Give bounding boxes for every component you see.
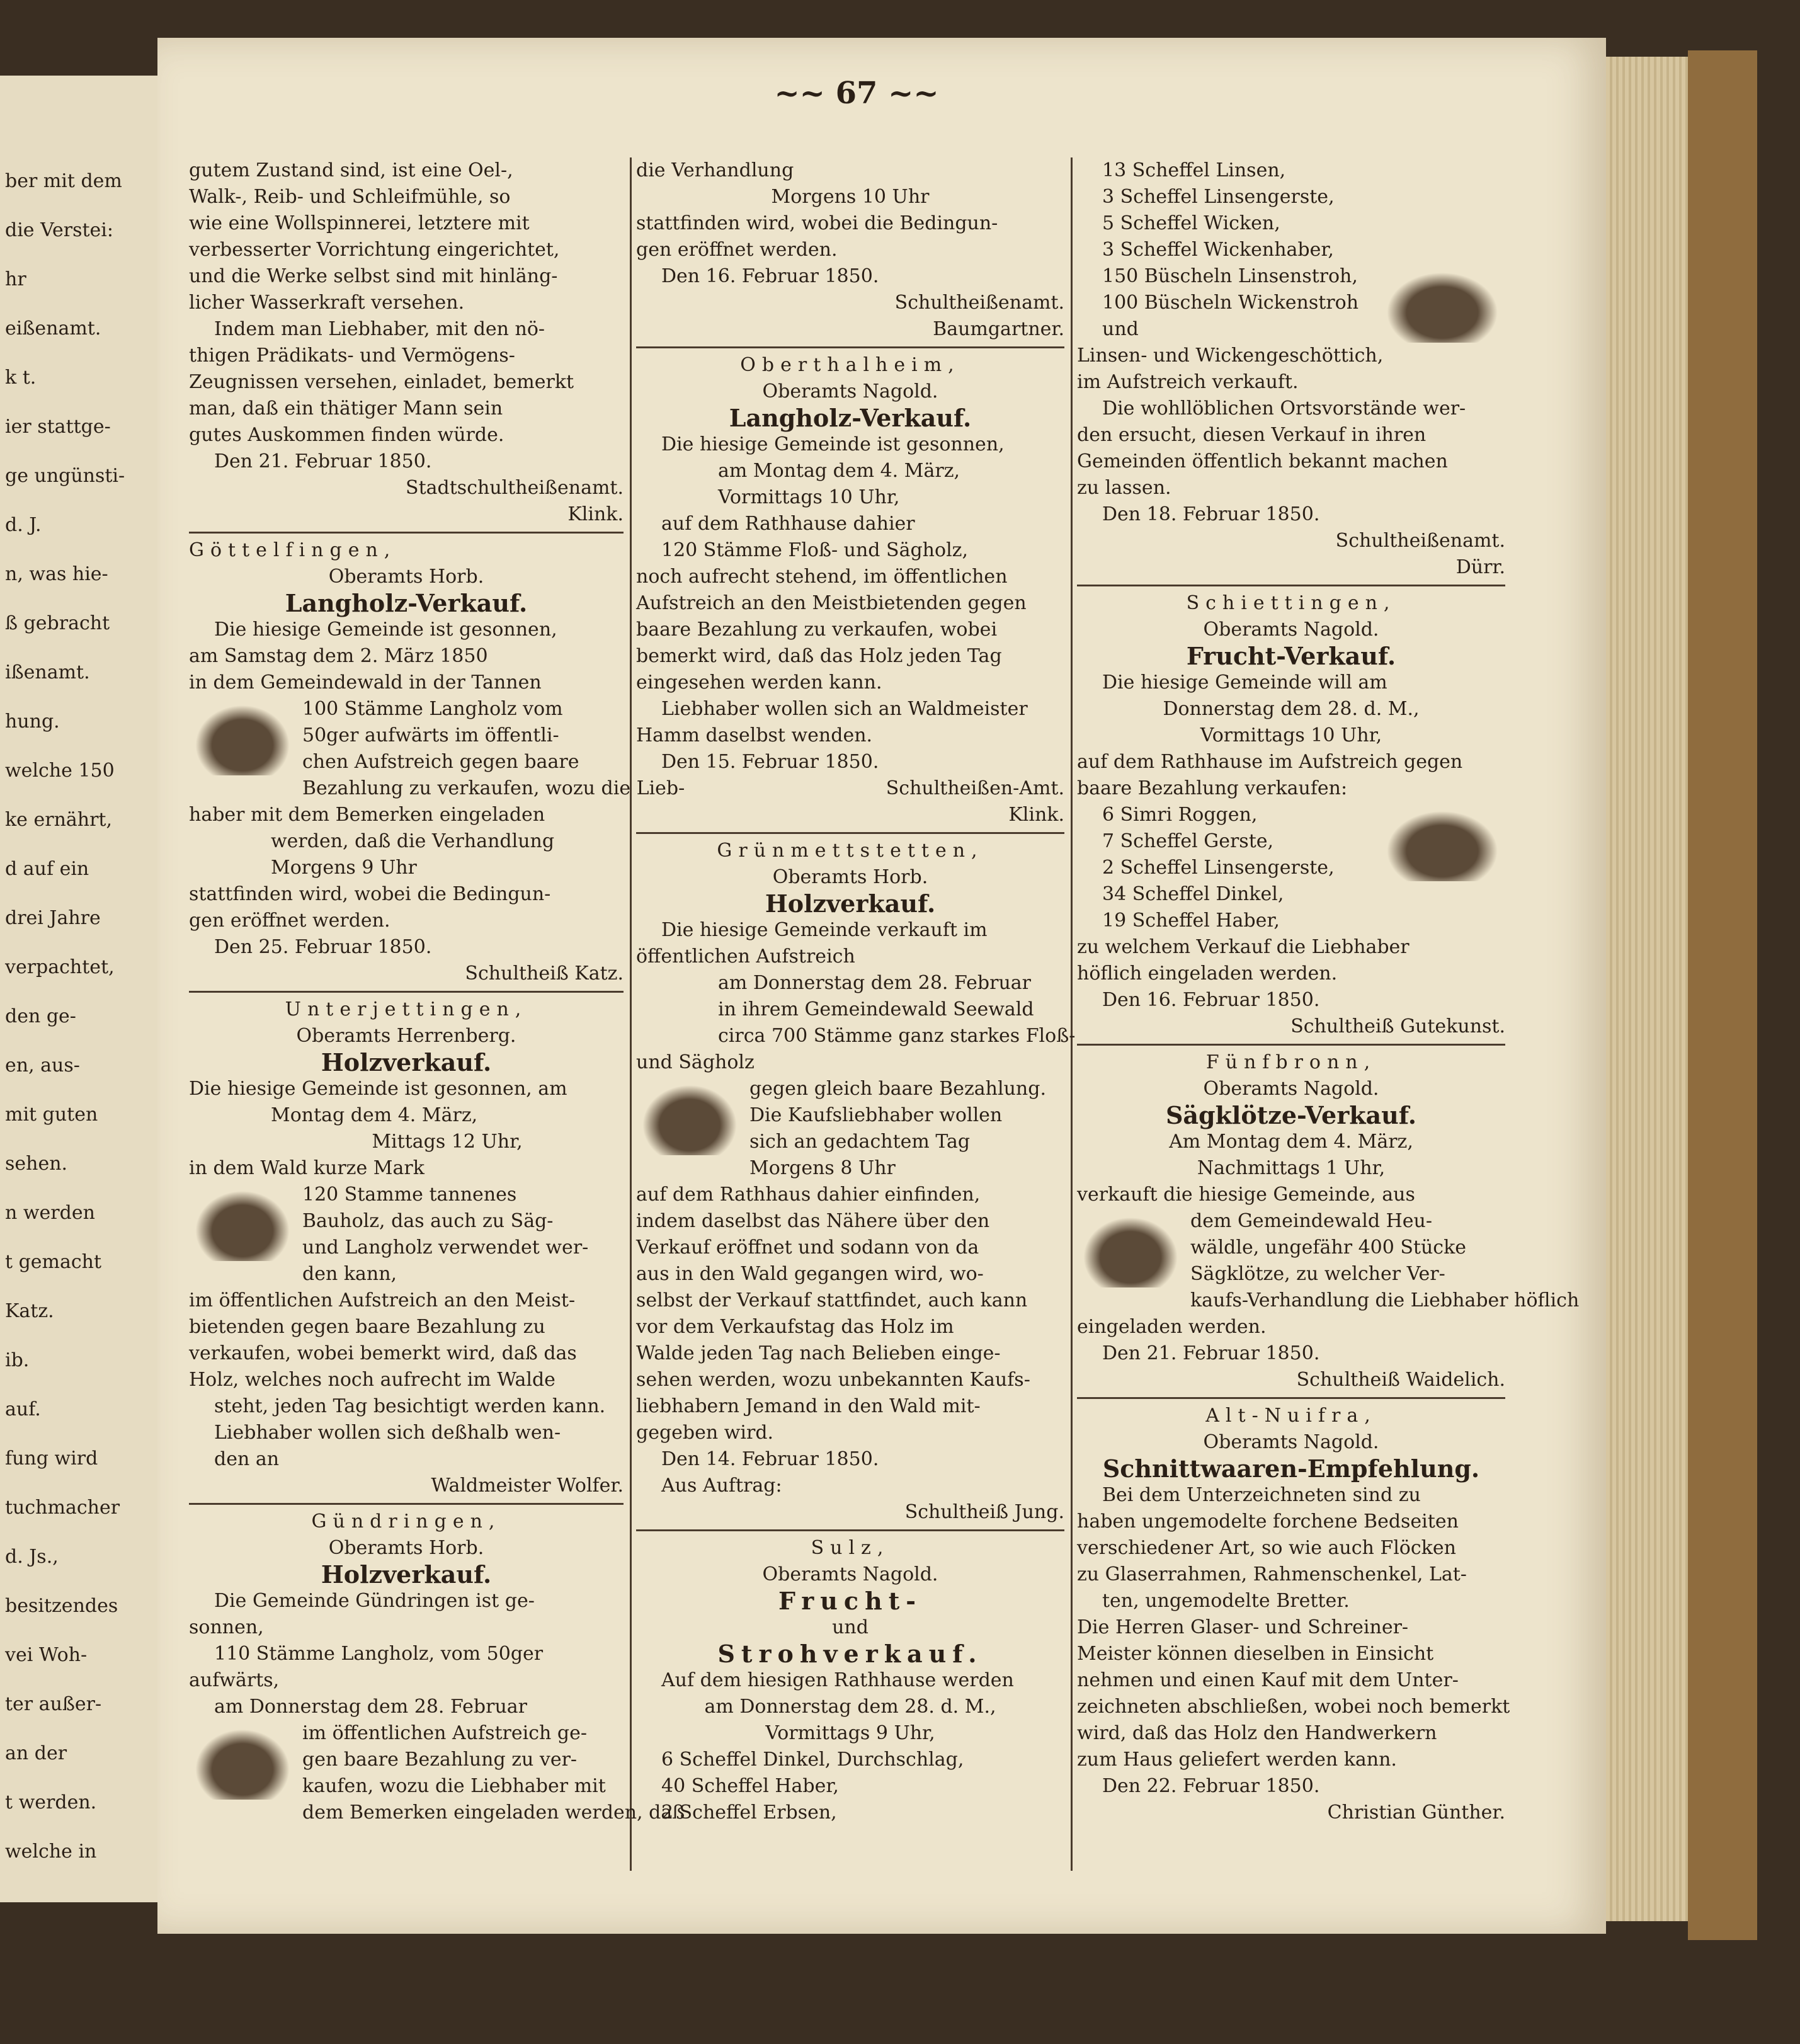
col3-line: haben ungemodelte forchene Bedseiten [1077, 1510, 1459, 1533]
col3-line: Schnittwaaren-Empfehlung. [1102, 1454, 1480, 1483]
col2-line: Vormittags 10 Uhr, [718, 486, 900, 508]
col3-line: 34 Scheffel Dinkel, [1102, 883, 1284, 905]
col1-line: Holz, welches noch aufrecht im Walde [189, 1369, 555, 1391]
col2-line: Morgens 8 Uhr [749, 1157, 896, 1179]
page-edges [1606, 57, 1688, 1921]
col1-line: verbesserter Vorrichtung eingerichtet, [189, 239, 560, 261]
col1-line: Walk-, Reib- und Schleifmühle, so [189, 186, 511, 208]
col3-line: Vormittags 10 Uhr, [1200, 724, 1382, 746]
left-page-line: k t. [5, 367, 37, 389]
col3-line: zu Glaserrahmen, Rahmenschenkel, Lat- [1077, 1563, 1467, 1585]
left-page-line: hr [5, 268, 26, 290]
col2-line: gen eröffnet werden. [636, 239, 838, 261]
col1-line: sonnen, [189, 1616, 264, 1638]
col1-line: Morgens 9 Uhr [271, 857, 417, 879]
col3-line: Die wohllöblichen Ortsvorstände wer- [1102, 397, 1466, 420]
engraving-woodcutter-icon [189, 1724, 296, 1800]
left-page-line: fung wird [5, 1447, 98, 1470]
col1-line: Die hiesige Gemeinde ist gesonnen, [214, 619, 557, 641]
col2-line: Frucht- [778, 1587, 923, 1615]
col2-line: und Sägholz [636, 1051, 755, 1073]
col1-line: werden, daß die Verhandlung [271, 830, 555, 852]
col1-line: licher Wasserkraft versehen. [189, 292, 465, 314]
col2-line: 6 Scheffel Dinkel, Durchschlag, [661, 1749, 964, 1771]
col2-line: Morgens 10 Uhr [771, 186, 930, 208]
col1-line: Langholz-Verkauf. [285, 589, 528, 617]
col1-line: Den 21. Februar 1850. [214, 450, 432, 472]
col1-line: den kann, [302, 1263, 397, 1285]
col3-line: Bei dem Unterzeichneten sind zu [1102, 1484, 1421, 1506]
col3-line: 7 Scheffel Gerste, [1102, 830, 1274, 852]
col2-line: Hamm daselbst wenden. [636, 724, 873, 746]
col2-line: Den 15. Februar 1850. [661, 751, 879, 773]
engraving-woodcutter-icon [189, 700, 296, 775]
col3-line: Oberamts Nagold. [1203, 619, 1379, 641]
col3-line: 13 Scheffel Linsen, [1102, 159, 1286, 181]
left-page-line: ier stattge- [5, 416, 111, 438]
left-page-line: t werden. [5, 1791, 97, 1813]
col1-line: Bauholz, das auch zu Säg- [302, 1210, 554, 1232]
col1-line: thigen Prädikats- und Vermögens- [189, 345, 515, 367]
col1-line: aufwärts, [189, 1669, 280, 1691]
col1-line: Indem man Liebhaber, mit den nö- [214, 318, 545, 340]
col2-line: am Donnerstag dem 28. d. M., [704, 1696, 996, 1718]
left-page-line: ge ungünsti- [5, 465, 125, 487]
col2-line: Liebhaber wollen sich an Waldmeister [661, 698, 1028, 720]
col2-line: am Montag dem 4. März, [718, 460, 960, 482]
section-divider [1077, 585, 1505, 586]
col2-line: Klink. [1008, 804, 1064, 826]
col1-line: gen baare Bezahlung zu ver- [302, 1749, 578, 1771]
engraving-woodcutter-icon [1077, 1212, 1184, 1287]
col3-line: wird, daß das Holz den Handwerkern [1077, 1722, 1437, 1744]
col3-line: Dürr. [1455, 556, 1505, 578]
col3-line: ten, ungemodelte Bretter. [1102, 1590, 1350, 1612]
col3-line: nehmen und einen Kauf mit dem Unter- [1077, 1669, 1459, 1691]
left-page-line: ber mit dem [5, 170, 122, 192]
section-divider [636, 1529, 1064, 1531]
col1-line: gutes Auskommen finden würde. [189, 424, 504, 446]
col2-line: Strohverkauf. [717, 1640, 983, 1668]
left-page-line: die Verstei: [5, 219, 114, 241]
left-page-line: an der [5, 1742, 67, 1764]
left-page-line: ter außer- [5, 1693, 102, 1715]
col3-line: Frucht-Verkauf. [1186, 642, 1396, 670]
col2-line: circa 700 Stämme ganz starkes Floß- [718, 1025, 1076, 1047]
section-divider [189, 991, 624, 993]
col1-line: Holzverkauf. [321, 1048, 492, 1076]
column-rule [1071, 157, 1073, 1871]
col2-line: indem daselbst das Nähere über den [636, 1210, 990, 1232]
col1-line: chen Aufstreich gegen baare [302, 751, 579, 773]
left-page-line: tuchmacher [5, 1497, 120, 1519]
col3-line: Donnerstag dem 28. d. M., [1163, 698, 1420, 720]
col3-line: 5 Scheffel Wicken, [1102, 212, 1280, 234]
col1-line: 50ger aufwärts im öffentli- [302, 724, 559, 746]
left-page-line: d auf ein [5, 858, 89, 880]
col2-line: Grünmettstetten, [717, 840, 984, 862]
col2-line: Die Kaufsliebhaber wollen [749, 1104, 1003, 1126]
column-2 [636, 157, 1076, 1826]
col3-line: Den 18. Februar 1850. [1102, 503, 1320, 525]
col3-line: Linsen- und Wickengeschöttich, [1077, 345, 1384, 367]
col2-line: Oberthalheim, [740, 354, 960, 376]
col3-line: auf dem Rathhause im Aufstreich gegen [1077, 751, 1463, 773]
col2-line: selbst der Verkauf stattfindet, auch kann [636, 1289, 1028, 1311]
left-page-line: d. Js., [5, 1546, 59, 1568]
col3-line: Christian Günther. [1327, 1801, 1505, 1824]
col3-line: Den 22. Februar 1850. [1102, 1775, 1320, 1797]
col1-line: Göttelfingen, [189, 539, 397, 561]
col3-line: höflich eingeladen werden. [1077, 962, 1338, 985]
left-page-fragment [0, 76, 161, 1902]
col3-line: Oberamts Nagold. [1203, 1431, 1379, 1453]
col3-line: zum Haus geliefert werden kann. [1077, 1749, 1397, 1771]
left-page-line: hung. [5, 711, 60, 733]
col2-line: noch aufrecht stehend, im öffentlichen [636, 566, 1008, 588]
col1-line: am Donnerstag dem 28. Februar [214, 1696, 528, 1718]
col2-line: am Donnerstag dem 28. Februar [718, 972, 1032, 994]
col3-line: 3 Scheffel Wickenhaber, [1102, 239, 1334, 261]
left-page-line: ißenamt. [5, 661, 90, 683]
left-page-line: sehen. [5, 1153, 68, 1175]
engraving-grain-sacks-icon [1379, 806, 1505, 881]
col1-line: Die hiesige Gemeinde ist gesonnen, am [189, 1078, 567, 1100]
col2-line: gegeben wird. [636, 1422, 774, 1444]
column-rule [630, 157, 632, 1871]
col1-line: Holzverkauf. [321, 1560, 492, 1589]
col2-line: 120 Stämme Floß- und Sägholz, [661, 539, 969, 561]
col1-line: steht, jeden Tag besichtigt werden kann. [214, 1395, 606, 1417]
col3-line: zu lassen. [1077, 477, 1171, 499]
left-page-line: ib. [5, 1349, 30, 1371]
col2-line: baare Bezahlung zu verkaufen, wobei [636, 619, 998, 641]
col3-line: verschiedener Art, so wie auch Flöcken [1077, 1537, 1456, 1559]
col3-line: Die Herren Glaser- und Schreiner- [1077, 1616, 1409, 1638]
col1-line: Stadtschultheißenamt. [406, 477, 624, 499]
col2-line: Oberamts Nagold. [762, 1563, 938, 1585]
col3-line: 19 Scheffel Haber, [1102, 910, 1280, 932]
col3-line: kaufs-Verhandlung die Liebhaber höflich [1190, 1289, 1580, 1311]
left-page-line: welche in [5, 1841, 97, 1863]
col2-line: Schultheißen-Amt. [886, 777, 1064, 799]
col3-line: 6 Simri Roggen, [1102, 804, 1258, 826]
engraving-woodcutter-icon [189, 1185, 296, 1261]
col3-line: Nachmittags 1 Uhr, [1197, 1157, 1386, 1179]
engraving-woodcutter-icon [636, 1080, 743, 1155]
col1-line: kaufen, wozu die Liebhaber mit [302, 1775, 606, 1797]
col2-line: Auf dem hiesigen Rathhause werden [661, 1669, 1014, 1691]
left-page-line: den ge- [5, 1005, 76, 1027]
col2-line: Sulz, [811, 1537, 890, 1559]
col2-line: stattfinden wird, wobei die Bedingun- [636, 212, 998, 234]
col1-line: und die Werke selbst sind mit hinläng- [189, 265, 558, 287]
col2-line: Vormittags 9 Uhr, [765, 1722, 935, 1744]
column-1 [189, 157, 685, 1826]
left-page-line: ß gebracht [5, 612, 110, 634]
left-page-line: mit guten [5, 1104, 98, 1126]
col3-line: Sägklötze, zu welcher Ver- [1190, 1263, 1445, 1285]
col2-line: Holzverkauf. [765, 889, 936, 918]
col2-line: Verkauf eröffnet und sodann von da [636, 1236, 979, 1259]
engraving-haystack-icon [1379, 267, 1505, 343]
section-divider [189, 1503, 624, 1505]
col2-line: Oberamts Horb. [772, 866, 928, 888]
col3-line: dem Gemeindewald Heu- [1190, 1210, 1433, 1232]
col3-line: 150 Büscheln Linsenstroh, [1102, 265, 1358, 287]
left-page-line: ke ernährt, [5, 809, 113, 831]
col1-line: den an [214, 1448, 280, 1470]
col2-line: und [832, 1616, 869, 1638]
col2-line: Aus Auftrag: [661, 1475, 782, 1497]
col3-line: im Aufstreich verkauft. [1077, 371, 1299, 393]
section-divider [189, 532, 624, 534]
col1-line: Montag dem 4. März, [271, 1104, 478, 1126]
col1-line: dem Bemerken eingeladen werden, daß [302, 1801, 685, 1824]
col3-line: Sägklötze-Verkauf. [1165, 1101, 1417, 1129]
col1-line: in dem Gemeindewald in der Tannen [189, 671, 542, 694]
col3-line: eingeladen werden. [1077, 1316, 1267, 1338]
col2-line: Langholz-Verkauf. [729, 404, 972, 432]
left-page-line: d. J. [5, 514, 42, 536]
col1-line: in dem Wald kurze Mark [189, 1157, 424, 1179]
col3-line: 100 Büscheln Wickenstroh [1102, 292, 1359, 314]
col2-line: 40 Scheffel Haber, [661, 1775, 839, 1797]
col3-line: Schiettingen, [1186, 592, 1396, 614]
col2-line: sich an gedachtem Tag [749, 1131, 971, 1153]
col3-line: Alt-Nuifra, [1205, 1405, 1377, 1427]
col1-line: Oberamts Herrenberg. [296, 1025, 516, 1047]
left-page-line: en, aus- [5, 1054, 80, 1076]
col1-line: Den 25. Februar 1850. [214, 936, 432, 958]
section-divider [1077, 1044, 1505, 1046]
col3-line: verkauft die hiesige Gemeinde, aus [1077, 1184, 1415, 1206]
col2-line: Den 16. Februar 1850. [661, 265, 879, 287]
col3-line: wäldle, ungefähr 400 Stücke [1190, 1236, 1467, 1259]
col1-line: Mittags 12 Uhr, [372, 1131, 523, 1153]
col2-line: öffentlichen Aufstreich [636, 945, 855, 968]
col2-line: sehen werden, wozu unbekannten Kaufs- [636, 1369, 1030, 1391]
section-divider [1077, 1397, 1505, 1399]
col3-line: den ersucht, diesen Verkauf in ihren [1077, 424, 1427, 446]
col1-line: gen eröffnet werden. [189, 910, 390, 932]
col1-line: man, daß ein thätiger Mann sein [189, 397, 503, 420]
col1-line: stattfinden wird, wobei die Bedingun- [189, 883, 551, 905]
col3-line: 2 Scheffel Linsengerste, [1102, 857, 1335, 879]
col1-line: Unterjettingen, [285, 998, 528, 1020]
left-page-line: Katz. [5, 1300, 54, 1322]
col3-line: und [1102, 318, 1139, 340]
col2-line: Schultheißenamt. [894, 292, 1064, 314]
left-page-line: auf. [5, 1398, 41, 1420]
column-3 [1077, 157, 1580, 1826]
col1-line: gutem Zustand sind, ist eine Oel-, [189, 159, 513, 181]
col2-line: in ihrem Gemeindewald Seewald [718, 998, 1034, 1020]
left-page-line: verpachtet, [5, 956, 115, 978]
col2-line: Den 14. Februar 1850. [661, 1448, 879, 1470]
col2-line: 2 Scheffel Erbsen, [661, 1801, 837, 1824]
col3-line: Den 21. Februar 1850. [1102, 1342, 1320, 1364]
col1-line: verkaufen, wobei bemerkt wird, daß das [189, 1342, 577, 1364]
col2-line: Walde jeden Tag nach Belieben einge- [636, 1342, 1001, 1364]
col1-line: Gündringen, [311, 1510, 501, 1533]
col1-line: Die Gemeinde Gündringen ist ge- [214, 1590, 535, 1612]
col3-line: Oberamts Nagold. [1203, 1078, 1379, 1100]
col2-line: Die hiesige Gemeinde ist gesonnen, [661, 433, 1005, 455]
section-divider [636, 832, 1064, 834]
col2-line: Baumgartner. [933, 318, 1064, 340]
col3-line: Die hiesige Gemeinde will am [1102, 671, 1387, 694]
col2-line: Oberamts Nagold. [762, 380, 938, 403]
left-page-line: drei Jahre [5, 907, 101, 929]
col1-line: wie eine Wollspinnerei, letztere mit [189, 212, 530, 234]
left-page-line: eißenamt. [5, 317, 101, 340]
col1-line: Zeugnissen versehen, einladet, bemerkt [189, 371, 574, 393]
col3-line: Schultheißenamt. [1335, 530, 1505, 552]
col3-line: Den 16. Februar 1850. [1102, 989, 1320, 1011]
page-number: ~~ 67 ~~ [774, 76, 939, 111]
col2-line: die Verhandlung [636, 159, 794, 181]
col1-line: Oberamts Horb. [328, 566, 484, 588]
col3-line: Gemeinden öffentlich bekannt machen [1077, 450, 1448, 472]
left-page-line: n werden [5, 1202, 95, 1224]
col1-line: Waldmeister Wolfer. [431, 1475, 624, 1497]
col1-line: im öffentlichen Aufstreich an den Meist- [189, 1289, 576, 1311]
section-divider [636, 346, 1064, 348]
left-page-line: t gemacht [5, 1251, 102, 1273]
col2-line: Aufstreich an den Meistbietenden gegen [636, 592, 1027, 614]
col3-line: zu welchem Verkauf die Liebhaber [1077, 936, 1410, 958]
col2-line: aus in den Wald gegangen wird, wo- [636, 1263, 984, 1285]
col3-line: Am Montag dem 4. März, [1169, 1131, 1413, 1153]
col2-line: bemerkt wird, daß das Holz jeden Tag [636, 645, 1002, 667]
col1-line: 110 Stämme Langholz, vom 50ger [214, 1643, 544, 1665]
col3-line: Fünfbronn, [1205, 1051, 1377, 1073]
col1-line: Schultheiß Katz. [465, 962, 624, 985]
col1-line: Bezahlung zu verkaufen, wozu die Lieb- [302, 777, 685, 799]
left-page-line: n, was hie- [5, 563, 108, 585]
col2-line: Schultheiß Jung. [904, 1501, 1064, 1523]
col3-line: Schultheiß Gutekunst. [1290, 1015, 1505, 1037]
col3-line: Schultheiß Waidelich. [1296, 1369, 1505, 1391]
col1-line: Liebhaber wollen sich deßhalb wen- [214, 1422, 561, 1444]
col1-line: und Langholz verwendet wer- [302, 1236, 589, 1259]
left-page-line: welche 150 [5, 760, 115, 782]
col3-line: 3 Scheffel Linsengerste, [1102, 186, 1335, 208]
col1-line: am Samstag dem 2. März 1850 [189, 645, 488, 667]
col2-line: liebhabern Jemand in den Wald mit- [636, 1395, 981, 1417]
col1-line: 120 Stamme tannenes [302, 1184, 517, 1206]
book-cover [1688, 50, 1757, 1940]
left-page-line: vei Woh- [5, 1644, 88, 1666]
col3-line: zeichneten abschließen, wobei noch bemerkt [1077, 1696, 1510, 1718]
col2-line: auf dem Rathhause dahier [661, 513, 915, 535]
left-page-line: besitzendes [5, 1595, 118, 1617]
col1-line: haber mit dem Bemerken eingeladen [189, 804, 545, 826]
col3-line: Meister können dieselben in Einsicht [1077, 1643, 1434, 1665]
col1-line: im öffentlichen Aufstreich ge- [302, 1722, 587, 1744]
col1-line: Klink. [567, 503, 624, 525]
col2-line: gegen gleich baare Bezahlung. [749, 1078, 1046, 1100]
col3-line: baare Bezahlung verkaufen: [1077, 777, 1348, 799]
col1-line: 100 Stämme Langholz vom [302, 698, 563, 720]
col2-line: vor dem Verkaufstag das Holz im [636, 1316, 954, 1338]
col2-line: Die hiesige Gemeinde verkauft im [661, 919, 988, 941]
col2-line: auf dem Rathhaus dahier einfinden, [636, 1184, 981, 1206]
col1-line: bietenden gegen baare Bezahlung zu [189, 1316, 545, 1338]
col1-line: Oberamts Horb. [328, 1537, 484, 1559]
col2-line: eingesehen werden kann. [636, 671, 882, 694]
